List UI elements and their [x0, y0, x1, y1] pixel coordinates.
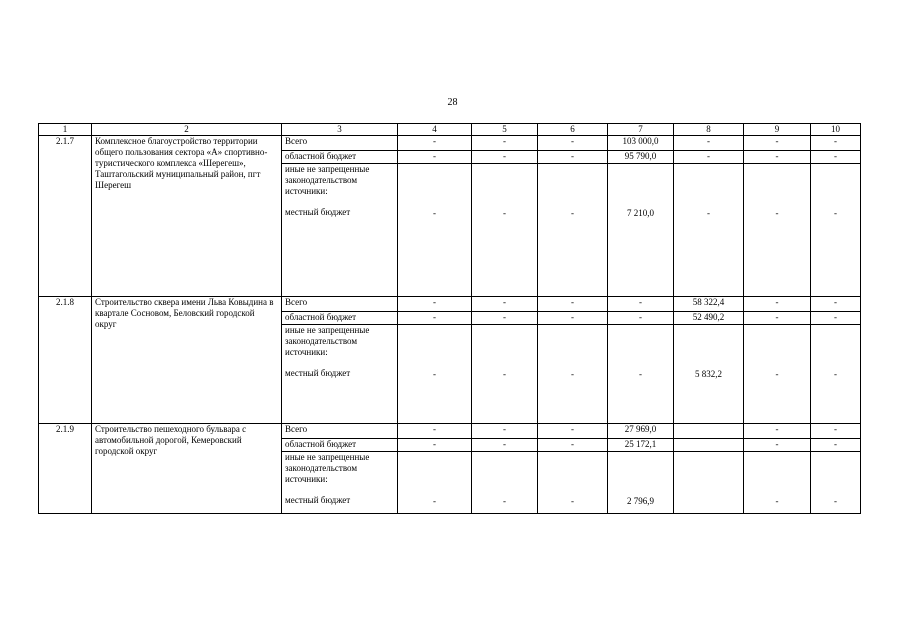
source-regional: областной бюджет — [282, 151, 398, 164]
cell-value: - — [744, 424, 811, 439]
source-other: иные не запрещенные законодательством источники: — [285, 325, 370, 357]
source-other: иные не запрещенные законодательством источники: — [285, 164, 370, 196]
column-header: 1 — [39, 124, 92, 136]
source-other-local — [282, 325, 398, 424]
cell-value: - — [472, 452, 538, 514]
cell-value: - — [811, 312, 861, 325]
column-header: 8 — [674, 124, 744, 136]
source-total: Всего — [282, 136, 398, 151]
cell-value: - — [472, 439, 538, 452]
cell-value: - — [538, 325, 608, 424]
cell-value: - — [398, 439, 472, 452]
cell-value: - — [398, 424, 472, 439]
column-header: 6 — [538, 124, 608, 136]
column-header: 5 — [472, 124, 538, 136]
cell-value: - — [538, 297, 608, 312]
cell-value: - — [398, 297, 472, 312]
cell-value: - — [744, 151, 811, 164]
cell-value: - — [744, 136, 811, 151]
cell-value: - — [811, 164, 861, 297]
cell-value: - — [608, 312, 674, 325]
cell-value: - — [472, 164, 538, 297]
source-regional: областной бюджет — [282, 312, 398, 325]
source-other-local — [282, 164, 398, 297]
cell-value: - — [674, 151, 744, 164]
row-number: 2.1.7 — [39, 136, 92, 297]
cell-value: - — [538, 136, 608, 151]
measure-name: Комплексное благоустройство территории общего пользования сектора «А» спортивно-туристического комплекса «Шерегеш», Таштагольский муниципальный район, пгт Шерегеш — [92, 136, 282, 297]
cell-value: - — [398, 136, 472, 151]
cell-value: - — [472, 325, 538, 424]
cell-value: - — [674, 164, 744, 297]
column-header: 7 — [608, 124, 674, 136]
cell-value: - — [398, 452, 472, 514]
source-local: местный бюджет — [285, 207, 351, 217]
source-regional: областной бюджет — [282, 439, 398, 452]
cell-value: - — [398, 151, 472, 164]
cell-value: 25 172,1 — [608, 439, 674, 452]
cell-value: - — [744, 297, 811, 312]
cell-value: - — [744, 325, 811, 424]
cell-value: - — [398, 164, 472, 297]
cell-value: 5 832,2 — [674, 325, 744, 424]
cell-value: - — [398, 312, 472, 325]
cell-value: - — [608, 325, 674, 424]
budget-table — [38, 123, 861, 514]
cell-value: - — [811, 151, 861, 164]
cell-value: - — [472, 151, 538, 164]
cell-value: - — [744, 164, 811, 297]
column-header: 3 — [282, 124, 398, 136]
column-header: 2 — [92, 124, 282, 136]
cell-value: - — [538, 439, 608, 452]
cell-value: - — [744, 439, 811, 452]
cell-value: - — [472, 424, 538, 439]
column-header: 9 — [744, 124, 811, 136]
cell-value: - — [811, 136, 861, 151]
cell-value: - — [811, 452, 861, 514]
column-header: 4 — [398, 124, 472, 136]
table-row — [39, 424, 861, 439]
source-total: Всего — [282, 297, 398, 312]
cell-value — [674, 452, 744, 514]
source-local: местный бюджет — [285, 495, 351, 505]
cell-value: - — [674, 136, 744, 151]
table-row — [39, 297, 861, 312]
cell-value: 27 969,0 — [608, 424, 674, 439]
cell-value: - — [398, 325, 472, 424]
header-row — [39, 124, 861, 136]
measure-name: Строительство сквера имени Льва Ковыдина в квартале Сосновом, Беловский городской округ — [92, 297, 282, 424]
cell-value — [674, 424, 744, 439]
cell-value: 103 000,0 — [608, 136, 674, 151]
cell-value: - — [538, 424, 608, 439]
source-other-local — [282, 452, 398, 514]
cell-value: 58 322,4 — [674, 297, 744, 312]
cell-value: - — [538, 151, 608, 164]
cell-value: - — [472, 297, 538, 312]
measure-name: Строительство пешеходного бульвара с автомобильной дорогой, Кемеровский городской округ — [92, 424, 282, 514]
source-total: Всего — [282, 424, 398, 439]
cell-value: 7 210,0 — [608, 164, 674, 297]
row-number: 2.1.8 — [39, 297, 92, 424]
page-number: 28 — [447, 97, 458, 108]
cell-value: - — [608, 297, 674, 312]
cell-value: - — [538, 164, 608, 297]
source-other: иные не запрещенные законодательством источники: — [285, 452, 370, 484]
column-header: 10 — [811, 124, 861, 136]
cell-value: - — [744, 452, 811, 514]
row-number: 2.1.9 — [39, 424, 92, 514]
cell-value: - — [744, 312, 811, 325]
cell-value: - — [472, 312, 538, 325]
cell-value: 2 796,9 — [608, 452, 674, 514]
source-local: местный бюджет — [285, 368, 351, 378]
cell-value: 52 490,2 — [674, 312, 744, 325]
cell-value: - — [811, 325, 861, 424]
cell-value: - — [811, 297, 861, 312]
cell-value — [674, 439, 744, 452]
cell-value: - — [472, 136, 538, 151]
cell-value: - — [811, 439, 861, 452]
cell-value: - — [538, 312, 608, 325]
table-row — [39, 136, 861, 151]
cell-value: - — [811, 424, 861, 439]
cell-value: 95 790,0 — [608, 151, 674, 164]
cell-value: - — [538, 452, 608, 514]
